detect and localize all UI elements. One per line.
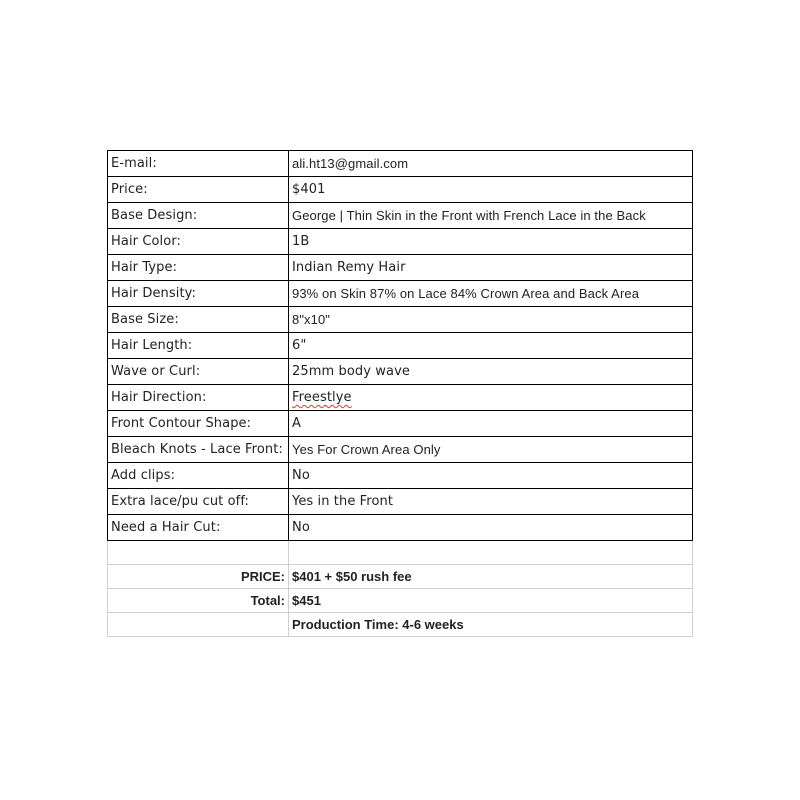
spec-row-extra-lace	[108, 489, 693, 515]
spec-value-extra-lace[interactable]: Yes in the Front	[289, 489, 693, 515]
blank-row	[108, 541, 693, 565]
spec-row-hair-length	[108, 333, 693, 359]
spec-row-hair-cut	[108, 515, 693, 541]
spec-label: Hair Type:	[108, 255, 289, 281]
spec-label: Add clips:	[108, 463, 289, 489]
spec-value-hair-type[interactable]: Indian Remy Hair	[289, 255, 693, 281]
spec-label: Wave or Curl:	[108, 359, 289, 385]
spec-row-add-clips	[108, 463, 693, 489]
summary-total-value[interactable]: $451	[289, 589, 693, 613]
spec-label: Need a Hair Cut:	[108, 515, 289, 541]
spec-row-hair-color	[108, 229, 693, 255]
blank-cell[interactable]	[289, 541, 693, 565]
spec-label: Hair Length:	[108, 333, 289, 359]
spec-row-email	[108, 151, 693, 177]
spec-value-base-design[interactable]: George | Thin Skin in the Front with French Lace in the Back	[289, 203, 693, 229]
spec-value-wave-or-curl[interactable]: 25mm body wave	[289, 359, 693, 385]
blank-cell[interactable]	[108, 541, 289, 565]
summary-row-total	[108, 589, 693, 613]
spec-value-hair-length[interactable]: 6"	[289, 333, 693, 359]
summary-row-production	[108, 613, 693, 637]
blank-cell[interactable]	[108, 613, 289, 637]
spec-value-base-size[interactable]: 8"x10"	[289, 307, 693, 333]
production-time[interactable]: Production Time: 4-6 weeks	[289, 613, 693, 637]
spec-value-hair-density[interactable]: 93% on Skin 87% on Lace 84% Crown Area and Back Area	[289, 281, 693, 307]
spec-label: Base Design:	[108, 203, 289, 229]
spec-value-hair-direction[interactable]	[289, 385, 693, 411]
spec-label: E-mail:	[108, 151, 289, 177]
spec-label: Bleach Knots - Lace Front:	[108, 437, 289, 463]
spec-row-bleach-knots	[108, 437, 693, 463]
spec-label: Base Size:	[108, 307, 289, 333]
summary-total-label: Total:	[108, 589, 289, 613]
spec-row-hair-density	[108, 281, 693, 307]
summary-price-value[interactable]: $401 + $50 rush fee	[289, 565, 693, 589]
summary-row-price	[108, 565, 693, 589]
spec-value-hair-cut[interactable]: No	[289, 515, 693, 541]
spec-value-email[interactable]: ali.ht13@gmail.com	[289, 151, 693, 177]
spec-row-wave-or-curl	[108, 359, 693, 385]
spec-row-hair-direction	[108, 385, 693, 411]
spec-label: Hair Direction:	[108, 385, 289, 411]
spec-value-add-clips[interactable]: No	[289, 463, 693, 489]
spec-row-price	[108, 177, 693, 203]
order-spec-table	[107, 150, 693, 637]
spec-value-front-contour-shape[interactable]: A	[289, 411, 693, 437]
spec-row-base-design	[108, 203, 693, 229]
spec-label: Price:	[108, 177, 289, 203]
spec-row-base-size	[108, 307, 693, 333]
spec-row-front-contour-shape	[108, 411, 693, 437]
spec-label: Hair Density:	[108, 281, 289, 307]
summary-price-label: PRICE:	[108, 565, 289, 589]
spec-value-bleach-knots[interactable]: Yes For Crown Area Only	[289, 437, 693, 463]
spec-label: Hair Color:	[108, 229, 289, 255]
spec-value-price[interactable]: $401	[289, 177, 693, 203]
spec-label: Front Contour Shape:	[108, 411, 289, 437]
misspelled-word: Freestlye	[292, 390, 352, 405]
spec-row-hair-type	[108, 255, 693, 281]
spec-value-hair-color[interactable]: 1B	[289, 229, 693, 255]
spec-label: Extra lace/pu cut off:	[108, 489, 289, 515]
